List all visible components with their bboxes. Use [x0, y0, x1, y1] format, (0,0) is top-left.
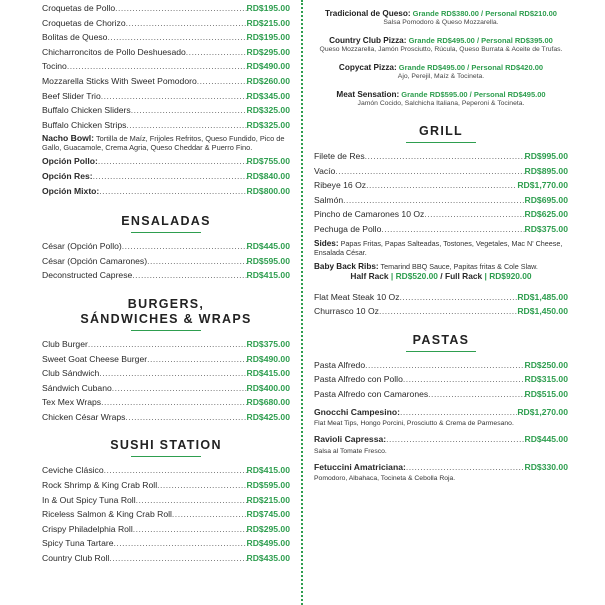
sushi-title: SUSHI STATION	[110, 438, 222, 453]
menu-item-price: RD$250.00	[524, 359, 568, 370]
ribs-desc-text: Temarind BBQ Sauce, Papitas fritas & Cole Slaw.	[380, 261, 538, 271]
menu-item	[314, 387, 568, 402]
dot-leader	[335, 164, 524, 179]
dot-leader	[125, 410, 246, 425]
section-title-sushi	[42, 438, 290, 457]
nacho-bowl-title: Nacho Bowl:	[42, 133, 95, 144]
dot-leader	[107, 30, 246, 45]
pizza-grande-price: Grande RD$495.00	[408, 36, 475, 45]
dot-leader	[126, 118, 246, 133]
title-underline	[131, 330, 201, 331]
ribs-half-label: Half Rack	[350, 270, 389, 281]
menu-item-price: RD$515.00	[524, 388, 568, 399]
pizza-item: Country Club Pizza: Grande RD$495.00 / Personal RD$395.00 Queso Mozzarella, Jamón Prosciutto, Rúcula, Queso Burrata & Aceite de Trufas.	[314, 36, 568, 54]
ribs-full-price: RD$920.00	[489, 270, 532, 281]
menu-item-price: RD$315.00	[524, 374, 568, 385]
left-column	[42, 0, 290, 566]
menu-item-name: Sándwich Cubano	[42, 382, 112, 393]
grill-extra-list	[314, 290, 568, 319]
menu-item-price: RD$1,450.00	[517, 306, 568, 317]
ribs-description	[314, 262, 568, 271]
menu-item	[314, 149, 568, 164]
menu-item-name: Buffalo Chicken Strips	[42, 119, 127, 130]
menu-item-price: RD$800.00	[246, 185, 290, 196]
menu-item-price: RD$595.00	[246, 255, 290, 266]
menu-item-name: Rock Shrimp & King Crab Roll	[42, 480, 158, 491]
dot-leader	[101, 89, 247, 104]
appetizer-list	[42, 1, 290, 132]
menu-item	[42, 1, 290, 16]
pizza-description: Salsa Pomodoro & Queso Mozzarella.	[383, 19, 499, 26]
gnocchi-name: Gnocchi Campesino:	[314, 406, 400, 417]
pizza-item: Tradicional de Queso: Grande RD$380.00 / Personal RD$210.00 Salsa Pomodoro & Queso Mozzarella.	[314, 9, 568, 27]
gnocchi-block	[314, 405, 568, 429]
pizza-list	[314, 9, 568, 108]
nacho-bowl-desc-text: Tortilla de Maíz, Frijoles Refritos, Queso Fundido, Pico de Gallo, Guacamole, Crema Agria, Queso Cheddar & Puerro Fino.	[42, 134, 285, 153]
ribs-prices: Half Rack | RD$520.00 / Full Rack | RD$920.00	[350, 270, 532, 281]
menu-item	[42, 463, 290, 478]
menu-item-price: RD$345.00	[246, 90, 290, 101]
nacho-bowl-description	[42, 134, 290, 152]
pizza-item: Copycat Pizza: Grande RD$495.00 / Personal RD$420.00 Ajo, Perejil, Maíz & Tocineta.	[314, 63, 568, 81]
pizza-personal-price: Personal RD$210.00	[485, 9, 557, 18]
dot-leader	[99, 184, 246, 199]
menu-item-price: RD$495.00	[246, 538, 290, 549]
menu-item	[314, 358, 568, 373]
pizza-name: Country Club Pizza:	[329, 36, 407, 45]
menu-item-name: Opción Mixto:	[42, 185, 100, 196]
menu-item-name: Ribeye 16 Oz	[314, 180, 367, 191]
menu-item	[42, 30, 290, 45]
grill-list	[314, 149, 568, 237]
menu-item-name: Beef Slider Trio	[42, 90, 101, 101]
sides-desc-text: Papas Fritas, Papas Salteadas, Tostones, Vegetales, Mac N' Cheese, Ensalada César.	[314, 238, 563, 257]
menu-item	[42, 410, 290, 425]
menu-item-price: RD$745.00	[246, 509, 290, 520]
menu-item-name: Bolitas de Queso	[42, 32, 108, 43]
title-underline	[406, 142, 476, 143]
ravioli-desc: Salsa al Tomate Fresco.	[314, 447, 387, 455]
section-title-ensaladas	[42, 214, 290, 233]
pizza-description: Jamón Cocido, Salchicha Italiana, Peperoni & Tocineta.	[357, 100, 525, 107]
dot-leader	[114, 536, 247, 551]
menu-item-name: Croquetas de Chorizo	[42, 17, 126, 28]
menu-item	[314, 178, 568, 193]
menu-item-price: RD$625.00	[524, 209, 568, 220]
menu-item-name: Chicken César Wraps	[42, 411, 126, 422]
menu-item-name: Pasta Alfredo	[314, 359, 366, 370]
menu-item-price: RD$490.00	[246, 61, 290, 72]
menu-item-price: RD$595.00	[246, 480, 290, 491]
dot-leader	[109, 551, 246, 566]
dot-leader	[93, 169, 247, 184]
menu-item	[42, 352, 290, 367]
pizza-description: Queso Mozzarella, Jamón Prosciutto, Rúcula, Queso Burrata & Aceite de Trufas.	[319, 46, 563, 53]
pizza-grande-price: Grande RD$595.00	[401, 90, 468, 99]
dot-leader	[157, 478, 246, 493]
menu-item-name: Pasta Alfredo con Camarones	[314, 388, 429, 399]
menu-item-name: Mozzarella Sticks With Sweet Pomodoro	[42, 75, 197, 86]
dot-leader	[101, 395, 246, 410]
dot-leader	[428, 387, 524, 402]
menu-item-name: Ceviche Clásico	[42, 465, 104, 476]
menu-item	[42, 268, 290, 283]
dot-leader	[67, 59, 247, 74]
title-underline	[406, 351, 476, 352]
pastas-list	[314, 358, 568, 402]
menu-item-name: Crispy Philadelphia Roll	[42, 523, 133, 534]
dot-leader	[400, 290, 518, 305]
menu-item-price: RD$995.00	[524, 151, 568, 161]
gnocchi-desc: Flat Meat Tips, Hongo Porcini, Prosciutto & Crema de Parmesano.	[314, 420, 514, 428]
menu-item	[314, 290, 568, 305]
ensaladas-title: ENSALADAS	[121, 214, 211, 229]
menu-item	[42, 395, 290, 410]
menu-item	[42, 493, 290, 508]
menu-item	[42, 254, 290, 269]
menu-item-name: Churrasco 10 Oz	[314, 306, 379, 317]
dot-leader	[366, 178, 517, 193]
menu-item-name: In & Out Spicy Tuna Roll	[42, 494, 136, 505]
menu-item-price: RD$195.00	[246, 3, 290, 13]
dot-leader	[197, 74, 247, 89]
menu-item-price: RD$680.00	[246, 397, 290, 408]
menu-item-price: RD$325.00	[246, 105, 290, 116]
menu-item	[42, 154, 290, 169]
menu-item-price: RD$215.00	[246, 17, 290, 28]
ensaladas-list	[42, 239, 290, 283]
menu-item	[42, 522, 290, 537]
ravioli-name: Ravioli Capressa:	[314, 434, 387, 445]
ravioli-price: RD$445.00	[524, 434, 568, 445]
dot-leader	[381, 222, 524, 237]
menu-item-name: Pincho de Camarones 10 Oz	[314, 209, 425, 220]
menu-item-price: RD$375.00	[524, 223, 568, 234]
dot-leader	[104, 463, 247, 478]
section-title-grill	[314, 124, 568, 143]
fetuccini-desc: Pomodoro, Albahaca, Tocineta & Cebolla Roja.	[314, 475, 456, 483]
menu-item-price: RD$215.00	[246, 494, 290, 505]
menu-item	[42, 89, 290, 104]
menu-item-price: RD$375.00	[246, 338, 290, 349]
dot-leader	[403, 372, 525, 387]
pizza-name: Tradicional de Queso:	[325, 9, 411, 18]
pizza-description: Ajo, Perejil, Maíz & Tocineta.	[397, 73, 485, 80]
column-divider	[301, 0, 303, 605]
fetuccini-price: RD$330.00	[524, 461, 568, 472]
ribs-half-price: RD$520.00	[395, 270, 438, 281]
menu-item-price: RD$295.00	[246, 523, 290, 534]
menu-item-price: RD$695.00	[524, 194, 568, 205]
menu-item	[314, 164, 568, 179]
menu-item-name: César (Opción Pollo)	[42, 241, 122, 252]
menu-item-price: RD$840.00	[246, 170, 290, 181]
dot-leader	[343, 193, 524, 208]
ribs-title: Baby Back Ribs:	[314, 261, 379, 271]
burgers-list	[42, 337, 290, 425]
menu-item	[42, 536, 290, 551]
menu-item	[42, 169, 290, 184]
menu-item-name: Sweet Goat Cheese Burger	[42, 353, 148, 364]
fetuccini-name: Fetuccini Amatriciana:	[314, 461, 406, 472]
gnocchi-price: RD$1,270.00	[517, 406, 568, 417]
menu-item-price: RD$490.00	[246, 353, 290, 364]
dot-leader	[365, 358, 524, 373]
menu-item-price: RD$400.00	[246, 382, 290, 393]
menu-item	[42, 507, 290, 522]
dot-leader	[132, 268, 246, 283]
menu-item-name: Club Sándwich	[42, 368, 100, 379]
pizza-name: Copycat Pizza:	[338, 63, 397, 72]
menu-item-name: Buffalo Chicken Sliders	[42, 105, 131, 116]
menu-item-price: RD$1,770.00	[517, 180, 568, 191]
menu-item-price: RD$415.00	[246, 465, 290, 476]
menu-item-name: Spicy Tuna Tartare	[42, 538, 114, 549]
menu-item-price: RD$445.00	[246, 241, 290, 252]
title-underline	[131, 232, 201, 233]
menu-item-name: Croquetas de Pollo	[42, 3, 116, 13]
menu-item-name: Opción Res:	[42, 170, 93, 181]
menu-item	[42, 103, 290, 118]
dot-leader	[88, 337, 247, 352]
menu-item-name: Country Club Roll	[42, 553, 110, 564]
menu-item-price: RD$1,485.00	[517, 291, 568, 302]
menu-item-price: RD$260.00	[246, 75, 290, 86]
menu-item-name: Filete de Res	[314, 151, 365, 161]
menu-item	[42, 366, 290, 381]
dot-leader	[126, 16, 247, 31]
dot-leader	[133, 522, 247, 537]
pizza-grande-price: Grande RD$495.00	[398, 63, 466, 72]
menu-item-price: RD$415.00	[246, 368, 290, 379]
menu-item-name: Salmón	[314, 194, 344, 205]
menu-item	[314, 207, 568, 222]
title-underline	[131, 456, 201, 457]
sides-title: Sides:	[314, 238, 339, 248]
dot-leader	[147, 352, 246, 367]
menu-item-price: RD$415.00	[246, 270, 290, 281]
menu-item-price: RD$195.00	[246, 32, 290, 43]
menu-item-name: Pechuga de Pollo	[314, 223, 382, 234]
pastas-title: PASTAS	[412, 332, 470, 347]
menu-item-name: César (Opción Camarones)	[42, 255, 148, 266]
menu-item	[42, 59, 290, 74]
dot-leader	[379, 304, 517, 319]
pizza-grande-price: Grande RD$380.00	[412, 9, 479, 18]
dot-leader	[99, 366, 246, 381]
menu-item	[42, 337, 290, 352]
ribs-full-label: Full Rack	[444, 270, 483, 281]
dot-leader	[186, 45, 247, 60]
dot-leader	[122, 239, 247, 254]
burgers-title-1: BURGERS,	[127, 296, 205, 311]
pizza-personal-price: Personal RD$495.00	[473, 90, 546, 99]
menu-item-price: RD$425.00	[246, 411, 290, 422]
nacho-options-list	[42, 154, 290, 198]
dot-leader	[424, 207, 524, 222]
dot-leader	[365, 149, 525, 164]
menu-item	[42, 184, 290, 199]
pizza-personal-price: Personal RD$395.00	[481, 36, 553, 45]
menu-item-name: Vacío	[314, 165, 336, 176]
menu-item	[42, 45, 290, 60]
dot-leader	[147, 254, 246, 269]
menu-item	[42, 381, 290, 396]
dot-leader	[112, 381, 247, 396]
menu-item	[314, 372, 568, 387]
dot-leader	[172, 507, 247, 522]
ravioli-block	[314, 432, 568, 456]
pizza-personal-price: Personal RD$420.00	[471, 63, 544, 72]
menu-item-name: Tex Mex Wraps	[42, 397, 102, 408]
menu-item	[42, 118, 290, 133]
grill-title: GRILL	[419, 124, 463, 138]
menu-item-name: Deconstructed Caprese	[42, 270, 133, 281]
dot-leader	[115, 1, 246, 16]
menu-item-name: Riceless Salmon & King Crab Roll	[42, 509, 172, 520]
menu-item-name: Club Burger	[42, 338, 88, 349]
menu-item	[314, 193, 568, 208]
right-column	[314, 0, 568, 483]
dot-leader	[131, 103, 247, 118]
section-title-pastas	[314, 333, 568, 352]
menu-item-name: Flat Meat Steak 10 Oz	[314, 291, 400, 302]
menu-item	[42, 551, 290, 566]
menu-item-price: RD$435.00	[246, 553, 290, 564]
sides-description	[314, 239, 568, 257]
menu-item-price: RD$325.00	[246, 119, 290, 130]
sushi-list	[42, 463, 290, 565]
dot-leader	[98, 154, 247, 169]
menu-item	[42, 239, 290, 254]
menu-item-name: Pasta Alfredo con Pollo	[314, 374, 403, 385]
dot-leader	[136, 493, 247, 508]
menu-item	[314, 222, 568, 237]
menu-item-name: Tocino	[42, 61, 67, 72]
menu-item-name: Chicharroncitos de Pollo Deshuesado	[42, 46, 186, 57]
pizza-name: Meat Sensation:	[336, 90, 400, 99]
fetuccini-block	[314, 460, 568, 484]
menu-item-price: RD$895.00	[524, 165, 568, 176]
menu-item	[42, 478, 290, 493]
menu-item	[42, 16, 290, 31]
menu-item-price: RD$755.00	[246, 156, 290, 167]
menu-item	[42, 74, 290, 89]
menu-item-name: Opción Pollo:	[42, 156, 98, 167]
pizza-item: Meat Sensation: Grande RD$595.00 / Personal RD$495.00 Jamón Cocido, Salchicha Italiana, Peperoni & Tocineta.	[314, 90, 568, 108]
section-title-burgers	[42, 297, 290, 331]
menu-item	[314, 304, 568, 319]
burgers-title-2: SÁNDWICHES & WRAPS	[80, 311, 252, 326]
menu-item-price: RD$295.00	[246, 46, 290, 57]
nacho-bowl-block	[42, 134, 290, 198]
